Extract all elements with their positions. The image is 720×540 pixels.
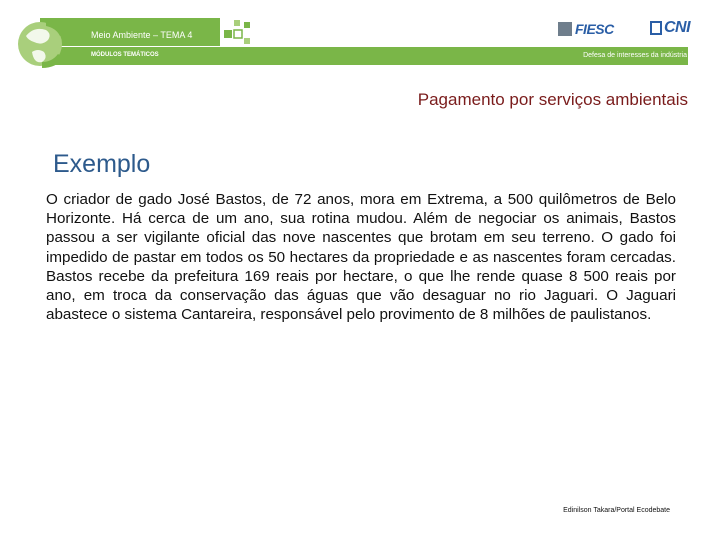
program-subtitle: MÓDULOS TEMÁTICOS (91, 52, 159, 58)
body-paragraph: O criador de gado José Bastos, de 72 anos, mora em Extrema, a 500 quilômetros de Belo Horizonte. Há cerca de um ano, sua rotina mudou. Além de negociar os animais, Bastos passou a ser vigilante oficial das nove nascentes que brotam em seu terreno. O gado foi impedido de pastar em todos os 50 hectares da propriedade e as nascentes foram cercadas. Bastos recebe da prefeitura 169 reais por hectare, o que lhe rende quase 8 500 reais por ano, em troca da conservação das águas que vão desaguar no rio Jaguari. O Jaguari abastece o sistema Cantareira, responsável pelo provimento de 8 milhões de paulistanos. (46, 191, 676, 324)
squares-icon (222, 18, 252, 48)
program-title: Meio Ambiente – TEMA 4 (91, 30, 193, 40)
cni-wordmark: CNI (664, 19, 691, 36)
fiesc-wordmark: FIESC (575, 21, 614, 37)
section-heading: Exemplo (53, 150, 151, 178)
fiesc-logo (558, 20, 614, 38)
cni-emblem-icon (650, 21, 662, 35)
globe-icon (12, 14, 72, 70)
header-tagline: Defesa de interesses da indústria (583, 52, 687, 59)
slide-title: Pagamento por serviços ambientais (417, 90, 688, 109)
fiesc-emblem-icon (558, 22, 572, 36)
cni-logo (650, 18, 690, 38)
image-credit: Edinilson Takara/Portal Ecodebate (563, 507, 670, 514)
